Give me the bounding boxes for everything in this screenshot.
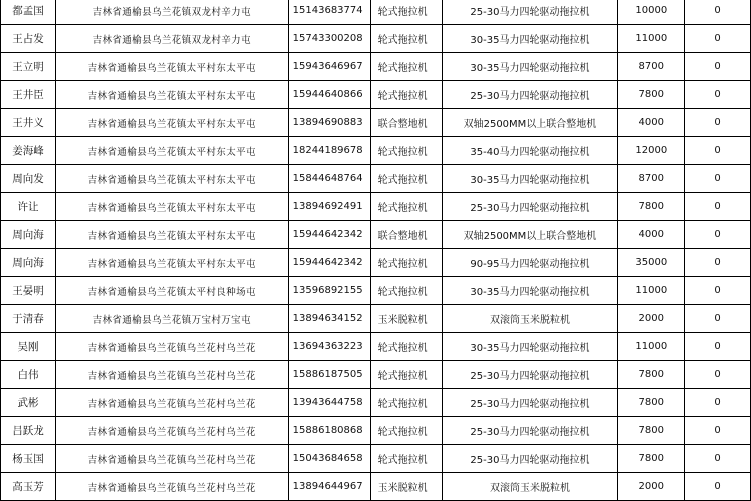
phone-cell: 13943644758 bbox=[288, 389, 370, 417]
table-row bbox=[1, 249, 751, 277]
machine-type-cell: 轮式拖拉机 bbox=[370, 137, 442, 165]
machine-type-cell: 联合整地机 bbox=[370, 109, 442, 137]
subsidy-cell: 0 bbox=[685, 193, 751, 221]
address-cell: 吉林省通榆县乌兰花镇太平村东太平屯 bbox=[55, 53, 288, 81]
machine-type-cell: 轮式拖拉机 bbox=[370, 445, 442, 473]
phone-cell: 15886180868 bbox=[288, 417, 370, 445]
farmer-name-cell: 许让 bbox=[1, 193, 56, 221]
price-cell: 11000 bbox=[618, 277, 685, 305]
table-row bbox=[1, 0, 751, 25]
subsidy-cell: 0 bbox=[685, 277, 751, 305]
farmer-name-cell: 姜海峰 bbox=[1, 137, 56, 165]
subsidy-cell: 0 bbox=[685, 333, 751, 361]
machine-type-cell: 轮式拖拉机 bbox=[370, 165, 442, 193]
table-row bbox=[1, 25, 751, 53]
subsidy-cell: 0 bbox=[685, 305, 751, 333]
farmer-name-cell: 武彬 bbox=[1, 389, 56, 417]
subsidy-cell: 0 bbox=[685, 137, 751, 165]
machine-spec-cell: 30-35马力四轮驱动拖拉机 bbox=[442, 333, 618, 361]
farmer-name-cell: 吕跃龙 bbox=[1, 417, 56, 445]
phone-cell: 13596892155 bbox=[288, 277, 370, 305]
table-row bbox=[1, 305, 751, 333]
price-cell: 7800 bbox=[618, 361, 685, 389]
phone-cell: 15943646967 bbox=[288, 53, 370, 81]
machine-spec-cell: 25-30马力四轮驱动拖拉机 bbox=[442, 389, 618, 417]
machine-spec-cell: 25-30马力四轮驱动拖拉机 bbox=[442, 81, 618, 109]
subsidy-cell: 0 bbox=[685, 109, 751, 137]
subsidy-cell: 0 bbox=[685, 0, 751, 25]
machine-spec-cell: 25-30马力四轮驱动拖拉机 bbox=[442, 361, 618, 389]
address-cell: 吉林省通榆县乌兰花镇太平村东太平屯 bbox=[55, 81, 288, 109]
farmer-name-cell: 王晏明 bbox=[1, 277, 56, 305]
subsidy-cell: 0 bbox=[685, 473, 751, 501]
machine-type-cell: 轮式拖拉机 bbox=[370, 53, 442, 81]
phone-cell: 13894634152 bbox=[288, 305, 370, 333]
farmer-name-cell: 周向海 bbox=[1, 221, 56, 249]
farmer-name-cell: 杨玉国 bbox=[1, 445, 56, 473]
machine-spec-cell: 25-30马力四轮驱动拖拉机 bbox=[442, 417, 618, 445]
address-cell: 吉林省通榆县乌兰花镇太平村东太平屯 bbox=[55, 221, 288, 249]
farmer-name-cell: 都孟国 bbox=[1, 0, 56, 25]
phone-cell: 13894644967 bbox=[288, 473, 370, 501]
address-cell: 吉林省通榆县乌兰花镇太平村东太平屯 bbox=[55, 165, 288, 193]
price-cell: 2000 bbox=[618, 473, 685, 501]
table-row bbox=[1, 81, 751, 109]
machine-spec-cell: 30-35马力四轮驱动拖拉机 bbox=[442, 53, 618, 81]
address-cell: 吉林省通榆县乌兰花镇双龙村辛力屯 bbox=[55, 25, 288, 53]
table-row bbox=[1, 473, 751, 501]
farmer-name-cell: 周向发 bbox=[1, 165, 56, 193]
price-cell: 11000 bbox=[618, 333, 685, 361]
machine-type-cell: 轮式拖拉机 bbox=[370, 417, 442, 445]
table-row bbox=[1, 333, 751, 361]
address-cell: 吉林省通榆县乌兰花镇乌兰花村乌兰花 bbox=[55, 361, 288, 389]
machine-spec-cell: 30-35马力四轮驱动拖拉机 bbox=[442, 165, 618, 193]
price-cell: 10000 bbox=[618, 0, 685, 25]
address-cell: 吉林省通榆县乌兰花镇乌兰花村乌兰花 bbox=[55, 473, 288, 501]
address-cell: 吉林省通榆县乌兰花镇乌兰花村乌兰花 bbox=[55, 333, 288, 361]
machine-spec-cell: 双轴2500MM以上联合整地机 bbox=[442, 109, 618, 137]
phone-cell: 18244189678 bbox=[288, 137, 370, 165]
farmer-name-cell: 吴刚 bbox=[1, 333, 56, 361]
phone-cell: 13894690883 bbox=[288, 109, 370, 137]
table-row bbox=[1, 417, 751, 445]
machine-spec-cell: 30-35马力四轮驱动拖拉机 bbox=[442, 277, 618, 305]
phone-cell: 15944642342 bbox=[288, 221, 370, 249]
farmer-name-cell: 高玉芳 bbox=[1, 473, 56, 501]
address-cell: 吉林省通榆县乌兰花镇太平村东太平屯 bbox=[55, 137, 288, 165]
address-cell: 吉林省通榆县乌兰花镇乌兰花村乌兰花 bbox=[55, 417, 288, 445]
farmer-name-cell: 王井义 bbox=[1, 109, 56, 137]
subsidy-cell: 0 bbox=[685, 25, 751, 53]
address-cell: 吉林省通榆县乌兰花镇乌兰花村乌兰花 bbox=[55, 445, 288, 473]
table-row bbox=[1, 389, 751, 417]
machine-spec-cell: 35-40马力四轮驱动拖拉机 bbox=[442, 137, 618, 165]
price-cell: 4000 bbox=[618, 221, 685, 249]
table-row bbox=[1, 53, 751, 81]
address-cell: 吉林省通榆县乌兰花镇太平村东太平屯 bbox=[55, 249, 288, 277]
address-cell: 吉林省通榆县乌兰花镇太平村东太平屯 bbox=[55, 193, 288, 221]
subsidy-cell: 0 bbox=[685, 445, 751, 473]
price-cell: 2000 bbox=[618, 305, 685, 333]
phone-cell: 15143683774 bbox=[288, 0, 370, 25]
machine-type-cell: 玉米脱粒机 bbox=[370, 305, 442, 333]
machine-type-cell: 轮式拖拉机 bbox=[370, 389, 442, 417]
price-cell: 7800 bbox=[618, 81, 685, 109]
farmer-name-cell: 王占发 bbox=[1, 25, 56, 53]
table-row bbox=[1, 137, 751, 165]
machine-type-cell: 轮式拖拉机 bbox=[370, 0, 442, 25]
phone-cell: 15944640866 bbox=[288, 81, 370, 109]
table-row bbox=[1, 109, 751, 137]
phone-cell: 15844648764 bbox=[288, 165, 370, 193]
machine-spec-cell: 双滚筒玉米脱粒机 bbox=[442, 305, 618, 333]
phone-cell: 13894692491 bbox=[288, 193, 370, 221]
farmer-name-cell: 白伟 bbox=[1, 361, 56, 389]
machine-spec-cell: 25-30马力四轮驱动拖拉机 bbox=[442, 193, 618, 221]
subsidy-cell: 0 bbox=[685, 53, 751, 81]
table-row bbox=[1, 221, 751, 249]
machine-type-cell: 轮式拖拉机 bbox=[370, 249, 442, 277]
machine-type-cell: 轮式拖拉机 bbox=[370, 193, 442, 221]
farmer-name-cell: 于清春 bbox=[1, 305, 56, 333]
price-cell: 35000 bbox=[618, 249, 685, 277]
table-row bbox=[1, 277, 751, 305]
machine-type-cell: 联合整地机 bbox=[370, 221, 442, 249]
price-cell: 8700 bbox=[618, 53, 685, 81]
price-cell: 8700 bbox=[618, 165, 685, 193]
table-row bbox=[1, 445, 751, 473]
price-cell: 7800 bbox=[618, 389, 685, 417]
phone-cell: 15743300208 bbox=[288, 25, 370, 53]
table-body bbox=[1, 0, 751, 501]
subsidy-cell: 0 bbox=[685, 165, 751, 193]
subsidy-cell: 0 bbox=[685, 249, 751, 277]
subsidy-cell: 0 bbox=[685, 361, 751, 389]
address-cell: 吉林省通榆县乌兰花镇太平村良种场屯 bbox=[55, 277, 288, 305]
farmer-name-cell: 周向海 bbox=[1, 249, 56, 277]
phone-cell: 15043684658 bbox=[288, 445, 370, 473]
machine-type-cell: 轮式拖拉机 bbox=[370, 25, 442, 53]
subsidy-cell: 0 bbox=[685, 417, 751, 445]
machine-spec-cell: 双轴2500MM以上联合整地机 bbox=[442, 221, 618, 249]
phone-cell: 15886187505 bbox=[288, 361, 370, 389]
machine-spec-cell: 25-30马力四轮驱动拖拉机 bbox=[442, 0, 618, 25]
subsidy-cell: 0 bbox=[685, 389, 751, 417]
machine-spec-cell: 25-30马力四轮驱动拖拉机 bbox=[442, 445, 618, 473]
price-cell: 7800 bbox=[618, 445, 685, 473]
machine-type-cell: 轮式拖拉机 bbox=[370, 277, 442, 305]
price-cell: 11000 bbox=[618, 25, 685, 53]
farmer-name-cell: 王井臣 bbox=[1, 81, 56, 109]
machine-spec-cell: 30-35马力四轮驱动拖拉机 bbox=[442, 25, 618, 53]
table-row bbox=[1, 193, 751, 221]
phone-cell: 15944642342 bbox=[288, 249, 370, 277]
address-cell: 吉林省通榆县乌兰花镇双龙村辛力屯 bbox=[55, 0, 288, 25]
farmer-name-cell: 王立明 bbox=[1, 53, 56, 81]
address-cell: 吉林省通榆县乌兰花镇万宝村万宝屯 bbox=[55, 305, 288, 333]
subsidy-cell: 0 bbox=[685, 221, 751, 249]
machine-type-cell: 轮式拖拉机 bbox=[370, 333, 442, 361]
table-row bbox=[1, 165, 751, 193]
machine-type-cell: 轮式拖拉机 bbox=[370, 361, 442, 389]
machine-type-cell: 玉米脱粒机 bbox=[370, 473, 442, 501]
address-cell: 吉林省通榆县乌兰花镇乌兰花村乌兰花 bbox=[55, 389, 288, 417]
machine-spec-cell: 90-95马力四轮驱动拖拉机 bbox=[442, 249, 618, 277]
phone-cell: 13694363223 bbox=[288, 333, 370, 361]
machine-spec-cell: 双滚筒玉米脱粒机 bbox=[442, 473, 618, 501]
subsidy-cell: 0 bbox=[685, 81, 751, 109]
table-row bbox=[1, 361, 751, 389]
machine-type-cell: 轮式拖拉机 bbox=[370, 81, 442, 109]
price-cell: 4000 bbox=[618, 109, 685, 137]
price-cell: 7800 bbox=[618, 417, 685, 445]
price-cell: 7800 bbox=[618, 193, 685, 221]
price-cell: 12000 bbox=[618, 137, 685, 165]
address-cell: 吉林省通榆县乌兰花镇太平村东太平屯 bbox=[55, 109, 288, 137]
